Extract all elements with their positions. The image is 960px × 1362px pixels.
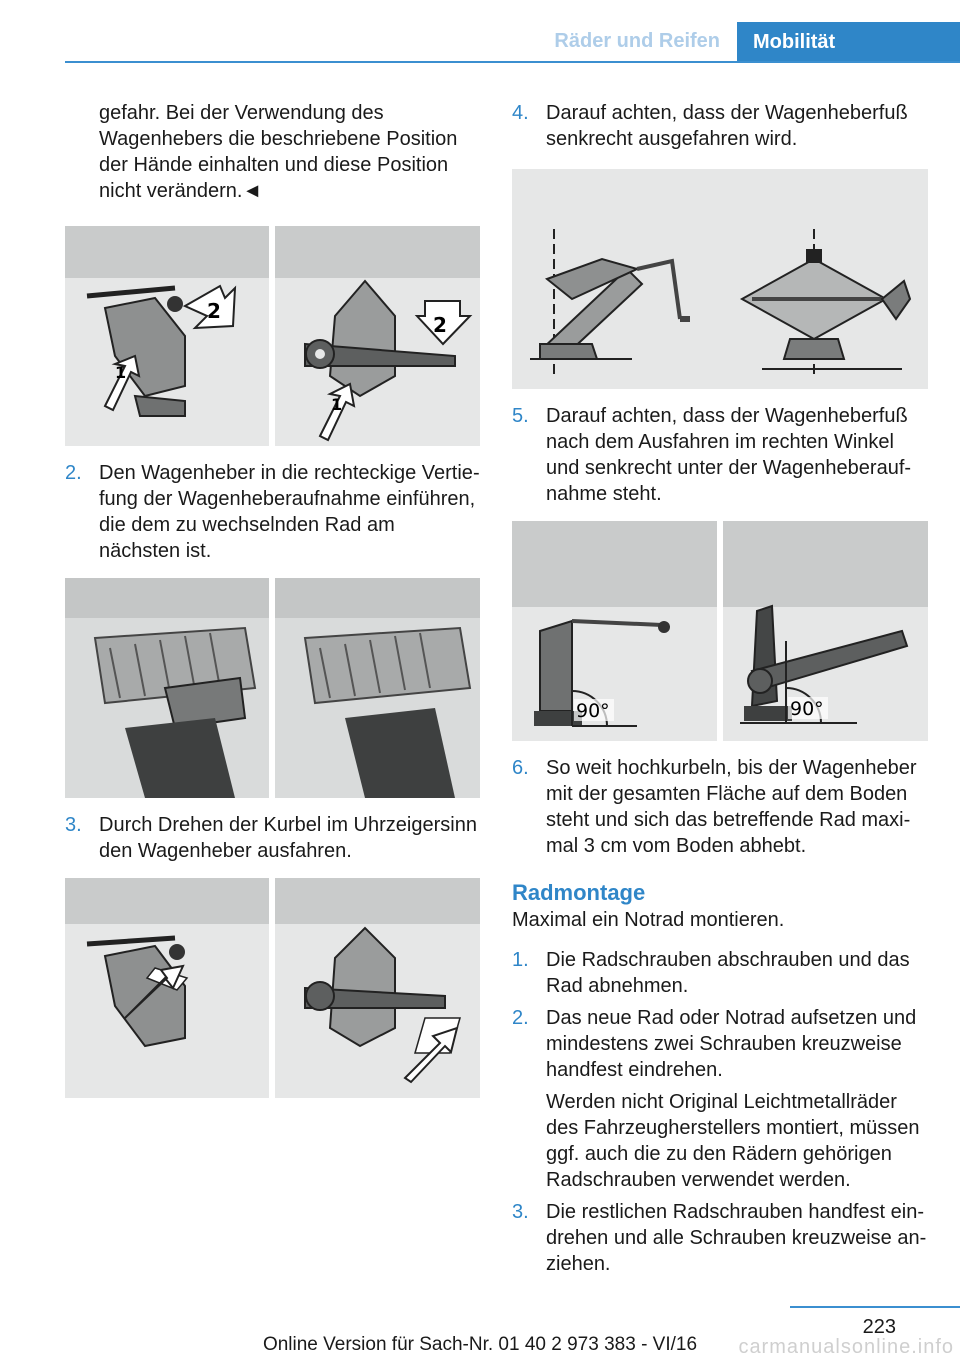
- mount-step-2: [512, 1005, 928, 1083]
- step-6: [512, 755, 928, 859]
- step-3-text: Durch Drehen der Kurbel im Uhrzeigersinn den Wagenheber ausfahren.: [99, 814, 477, 862]
- section-lead: Maximal ein Notrad montieren.: [512, 909, 785, 931]
- step-4-number: 4.: [512, 102, 529, 124]
- jack-hand-position-illustration: [65, 226, 480, 446]
- figure-jack-right-angle: [512, 521, 928, 741]
- figure-jack-vertical: [512, 169, 928, 389]
- figure-jack-crank: [65, 878, 480, 1098]
- angle-label-left: 90°: [576, 700, 610, 722]
- step-5-number: 5.: [512, 405, 529, 427]
- step-4: [512, 100, 928, 152]
- right-column: [512, 100, 928, 1277]
- step-6-text: So weit hochkurbeln, bis der Wagenheber mit der gesamten Fläche auf dem Boden steht und sich das betreffende Rad maximal 3 cm vom Boden abhebt.: [546, 757, 917, 857]
- angle-label-right: 90°: [790, 698, 824, 720]
- mount-step-2-number: 2.: [512, 1007, 529, 1029]
- callout-2a: 2: [207, 299, 221, 323]
- page-number: 223: [862, 1316, 896, 1338]
- header-rule: [65, 61, 960, 63]
- header-section-title: Räder und Reifen: [554, 30, 720, 52]
- step-3: [65, 812, 480, 864]
- mount-step-3: [512, 1199, 928, 1277]
- jack-insert-illustration: [65, 578, 480, 798]
- footer-online-version: Online Version für Sach-Nr. 01 40 2 973 383 - VI/16: [262, 1334, 698, 1355]
- mount-step-1-number: 1.: [512, 949, 529, 971]
- watermark: carmanualsonline.info: [738, 1336, 954, 1358]
- step-2-text: Den Wagenheber in die rechteckige Vertiefung der Wagenheberaufnahme einführen, die dem zu wechselnden Rad am nächsten ist.: [99, 462, 480, 562]
- jack-vertical-illustration: [512, 169, 928, 389]
- step-5-text: Darauf achten, dass der Wagenheberfuß nach dem Ausfahren im rechten Winkel und senkrecht unter der Wagenheberaufnahme steht.: [546, 405, 912, 505]
- intro-text: gefahr. Bei der Verwendung des Wagenhebers die beschriebene Position der Hände einhalten und diese Position nicht verändern.◄: [99, 102, 458, 202]
- mount-step-1: [512, 947, 928, 999]
- mount-step-3-number: 3.: [512, 1201, 529, 1223]
- mount-step-2-text: Das neue Rad oder Notrad aufsetzen und mindestens zwei Schrauben kreuzweise handfest eindrehen.: [546, 1007, 917, 1081]
- step-5: [512, 403, 928, 507]
- mount-step-2-note: Werden nicht Original Leichtmetallräder des Fahrzeugherstellers montiert, müssen ggf. auch die zu den Rädern gehörigen Radschrauben verwendet werden.: [546, 1091, 920, 1191]
- step-3-number: 3.: [65, 814, 82, 836]
- figure-jack-hand-position: [65, 226, 480, 446]
- mount-step-3-text: Die restlichen Radschrauben handfest eindrehen und alle Schrauben kreuzweise anziehen.: [546, 1201, 927, 1275]
- jack-right-angle-illustration: [512, 521, 928, 741]
- step-2-number: 2.: [65, 462, 82, 484]
- step-6-number: 6.: [512, 757, 529, 779]
- figure-jack-insert: [65, 578, 480, 798]
- callout-2b: 2: [433, 313, 447, 337]
- left-column: [65, 100, 480, 1098]
- footer-rule: [790, 1306, 960, 1308]
- jack-crank-illustration: [65, 878, 480, 1098]
- step-2: [65, 460, 480, 564]
- callout-1a: 1: [115, 363, 127, 382]
- section-heading-radmontage: Radmontage: [512, 880, 646, 905]
- header-chapter-tab: Mobilität: [737, 22, 960, 63]
- mount-step-1-text: Die Radschrauben abschrauben und das Rad abnehmen.: [546, 949, 910, 997]
- callout-1b: 1: [331, 395, 343, 414]
- step-4-text: Darauf achten, dass der Wagenheberfuß senkrecht ausgefahren wird.: [546, 102, 908, 150]
